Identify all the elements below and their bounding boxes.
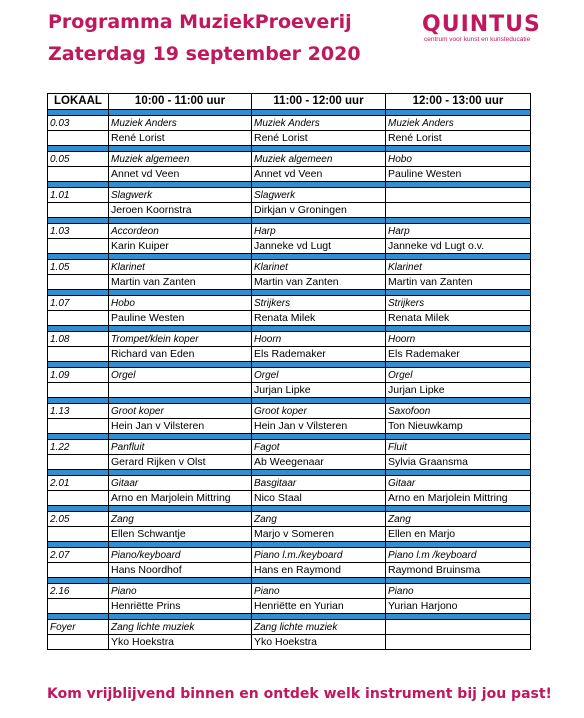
teacher-cell: Ab Weegenaar: [252, 455, 386, 470]
table-row-instruments: [48, 260, 531, 275]
teacher-cell: Henriëtte en Yurian: [252, 599, 386, 614]
empty-room-cell: [48, 203, 109, 218]
empty-room-cell: [48, 347, 109, 362]
table-row-instruments: [48, 620, 531, 635]
table-row-teachers: [48, 527, 531, 542]
teacher-cell: Janneke vd Lugt o.v.: [386, 239, 531, 254]
teacher-cell: René Lorist: [109, 131, 252, 146]
table-row-instruments: [48, 332, 531, 347]
room-cell: 0.05: [48, 152, 109, 167]
teacher-cell: Jeroen Koornstra: [109, 203, 252, 218]
room-cell: 2.01: [48, 476, 109, 491]
room-cell: 2.16: [48, 584, 109, 599]
instrument-cell: Gitaar: [109, 476, 252, 491]
table-row-instruments: [48, 584, 531, 599]
teacher-cell: Ton Nieuwkamp: [386, 419, 531, 434]
instrument-cell: Zang: [386, 512, 531, 527]
instrument-cell: Strijkers: [252, 296, 386, 311]
teacher-cell: Pauline Westen: [109, 311, 252, 326]
empty-room-cell: [48, 167, 109, 182]
table-row-instruments: [48, 224, 531, 239]
table-row-teachers: [48, 131, 531, 146]
table-row-instruments: [48, 368, 531, 383]
teacher-cell: René Lorist: [252, 131, 386, 146]
teacher-cell: Raymond Bruinsma: [386, 563, 531, 578]
instrument-cell: Zang lichte muziek: [109, 620, 252, 635]
instrument-cell: Klarinet: [386, 260, 531, 275]
teacher-cell: Richard van Eden: [109, 347, 252, 362]
room-cell: 0.03: [48, 116, 109, 131]
teacher-cell: Martin van Zanten: [109, 275, 252, 290]
quintus-logo: QUINTUS: [422, 12, 541, 37]
instrument-cell: Hobo: [109, 296, 252, 311]
instrument-cell: Muziek algemeen: [252, 152, 386, 167]
instrument-cell: Panfluit: [109, 440, 252, 455]
teacher-cell: Ellen en Marjo: [386, 527, 531, 542]
table-row-teachers: [48, 311, 531, 326]
instrument-cell: Muziek algemeen: [109, 152, 252, 167]
teacher-cell: Karin Kuiper: [109, 239, 252, 254]
instrument-cell: [386, 620, 531, 635]
instrument-cell: Orgel: [109, 368, 252, 383]
teacher-cell: Henriëtte Prins: [109, 599, 252, 614]
table-row-teachers: [48, 203, 531, 218]
empty-room-cell: [48, 131, 109, 146]
room-cell: 1.07: [48, 296, 109, 311]
instrument-cell: Orgel: [252, 368, 386, 383]
teacher-cell: Hans en Raymond: [252, 563, 386, 578]
teacher-cell: Pauline Westen: [386, 167, 531, 182]
instrument-cell: Piano: [109, 584, 252, 599]
teacher-cell: Hein Jan v Vilsteren: [252, 419, 386, 434]
teacher-cell: Jurjan Lipke: [386, 383, 531, 398]
teacher-cell: Jurjan Lipke: [252, 383, 386, 398]
empty-room-cell: [48, 419, 109, 434]
teacher-cell: Yko Hoekstra: [252, 635, 386, 650]
instrument-cell: Fluit: [386, 440, 531, 455]
table-row-instruments: [48, 188, 531, 203]
teacher-cell: Els Rademaker: [252, 347, 386, 362]
logo-tagline: centrum voor kunst en kunsteducatie: [424, 36, 531, 43]
instrument-cell: Muziek Anders: [386, 116, 531, 131]
instrument-cell: Orgel: [386, 368, 531, 383]
instrument-cell: Trompet/klein koper: [109, 332, 252, 347]
empty-room-cell: [48, 491, 109, 506]
table-row-teachers: [48, 599, 531, 614]
table-row-instruments: [48, 548, 531, 563]
table-row-teachers: [48, 563, 531, 578]
teacher-cell: Dirkjan v Groningen: [252, 203, 386, 218]
room-cell: 1.03: [48, 224, 109, 239]
teacher-cell: Renata Milek: [252, 311, 386, 326]
teacher-cell: Yko Hoekstra: [109, 635, 252, 650]
table-row-instruments: [48, 404, 531, 419]
room-cell: 1.09: [48, 368, 109, 383]
room-cell: 1.01: [48, 188, 109, 203]
table-row-teachers: [48, 347, 531, 362]
column-header-slot-3: 12:00 - 13:00 uur: [386, 94, 531, 110]
footer-slogan: Kom vrijblijvend binnen en ontdek welk instrument bij jou past!: [47, 686, 552, 702]
teacher-cell: Martin van Zanten: [252, 275, 386, 290]
page-title: Programma MuziekProeverij: [48, 11, 352, 33]
empty-room-cell: [48, 599, 109, 614]
instrument-cell: Zang lichte muziek: [252, 620, 386, 635]
empty-room-cell: [48, 455, 109, 470]
table-row-teachers: [48, 491, 531, 506]
instrument-cell: Slagwerk: [109, 188, 252, 203]
instrument-cell: Accordeon: [109, 224, 252, 239]
empty-room-cell: [48, 563, 109, 578]
teacher-cell: Arno en Marjolein Mittring: [109, 491, 252, 506]
table-row-teachers: [48, 635, 531, 650]
room-cell: 1.05: [48, 260, 109, 275]
teacher-cell: Renata Milek: [386, 311, 531, 326]
instrument-cell: Basgitaar: [252, 476, 386, 491]
table-row-teachers: [48, 275, 531, 290]
instrument-cell: Piano/keyboard: [109, 548, 252, 563]
room-cell: 1.08: [48, 332, 109, 347]
empty-room-cell: [48, 527, 109, 542]
teacher-cell: Martin van Zanten: [386, 275, 531, 290]
empty-room-cell: [48, 275, 109, 290]
instrument-cell: Hobo: [386, 152, 531, 167]
room-cell: 2.07: [48, 548, 109, 563]
empty-room-cell: [48, 383, 109, 398]
instrument-cell: Piano l.m./keyboard: [252, 548, 386, 563]
instrument-cell: Fagot: [252, 440, 386, 455]
column-header-slot-1: 10:00 - 11:00 uur: [109, 94, 252, 110]
teacher-cell: Ellen Schwantje: [109, 527, 252, 542]
instrument-cell: Zang: [252, 512, 386, 527]
table-row-instruments: [48, 440, 531, 455]
instrument-cell: Hoorn: [386, 332, 531, 347]
table-row-instruments: [48, 152, 531, 167]
empty-room-cell: [48, 239, 109, 254]
teacher-cell: Hans Noordhof: [109, 563, 252, 578]
instrument-cell: Klarinet: [109, 260, 252, 275]
room-cell: Foyer: [48, 620, 109, 635]
table-row-teachers: [48, 383, 531, 398]
instrument-cell: Piano l.m /keyboard: [386, 548, 531, 563]
teacher-cell: René Lorist: [386, 131, 531, 146]
column-header-room: LOKAAL: [48, 94, 109, 110]
empty-room-cell: [48, 635, 109, 650]
instrument-cell: Slagwerk: [252, 188, 386, 203]
instrument-cell: Piano: [252, 584, 386, 599]
teacher-cell: [386, 203, 531, 218]
table-row-teachers: [48, 455, 531, 470]
instrument-cell: Piano: [386, 584, 531, 599]
table-row-instruments: [48, 116, 531, 131]
teacher-cell: Marjo v Someren: [252, 527, 386, 542]
instrument-cell: Saxofoon: [386, 404, 531, 419]
table-row-teachers: [48, 167, 531, 182]
instrument-cell: Gitaar: [386, 476, 531, 491]
teacher-cell: Sylvia Graansma: [386, 455, 531, 470]
instrument-cell: Harp: [252, 224, 386, 239]
room-cell: 1.22: [48, 440, 109, 455]
teacher-cell: [386, 635, 531, 650]
teacher-cell: Annet vd Veen: [252, 167, 386, 182]
instrument-cell: Harp: [386, 224, 531, 239]
instrument-cell: Muziek Anders: [109, 116, 252, 131]
teacher-cell: Hein Jan v Vilsteren: [109, 419, 252, 434]
instrument-cell: [386, 188, 531, 203]
table-row-teachers: [48, 239, 531, 254]
table-row-instruments: [48, 296, 531, 311]
teacher-cell: [109, 383, 252, 398]
teacher-cell: Yurian Harjono: [386, 599, 531, 614]
empty-room-cell: [48, 311, 109, 326]
teacher-cell: Arno en Marjolein Mittring: [386, 491, 531, 506]
page-subtitle-date: Zaterdag 19 september 2020: [48, 43, 361, 65]
table-row-instruments: [48, 512, 531, 527]
instrument-cell: Groot koper: [252, 404, 386, 419]
instrument-cell: Strijkers: [386, 296, 531, 311]
instrument-cell: Zang: [109, 512, 252, 527]
teacher-cell: Janneke vd Lugt: [252, 239, 386, 254]
instrument-cell: Hoorn: [252, 332, 386, 347]
teacher-cell: Gerard Rijken v Olst: [109, 455, 252, 470]
instrument-cell: Groot koper: [109, 404, 252, 419]
teacher-cell: Els Rademaker: [386, 347, 531, 362]
column-header-slot-2: 11:00 - 12:00 uur: [252, 94, 386, 110]
schedule-table: [47, 93, 531, 650]
instrument-cell: Klarinet: [252, 260, 386, 275]
instrument-cell: Muziek Anders: [252, 116, 386, 131]
schedule-body: [48, 110, 531, 650]
table-row-teachers: [48, 419, 531, 434]
room-cell: 1.13: [48, 404, 109, 419]
room-cell: 2.05: [48, 512, 109, 527]
table-row-instruments: [48, 476, 531, 491]
teacher-cell: Nico Staal: [252, 491, 386, 506]
teacher-cell: Annet vd Veen: [109, 167, 252, 182]
table-header-row: [48, 94, 531, 110]
